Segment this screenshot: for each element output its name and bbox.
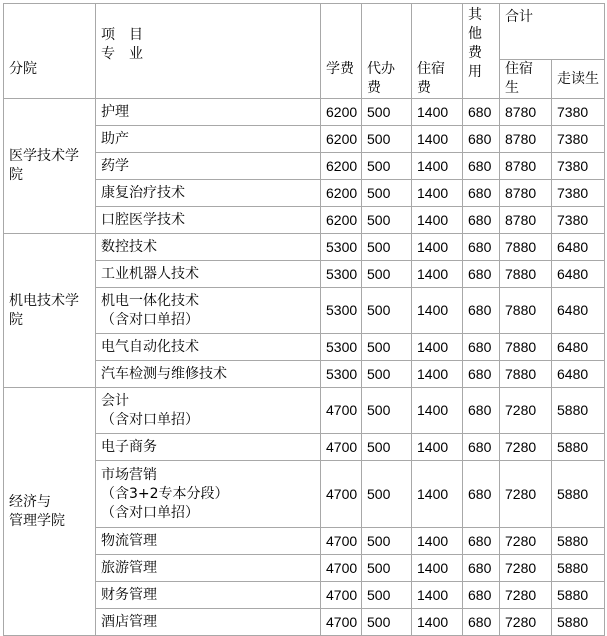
dorm-cell: 1400: [412, 334, 463, 361]
agency-cell: 500: [362, 361, 412, 388]
other-fee-cell: 680: [463, 461, 500, 528]
dorm-cell: 1400: [412, 99, 463, 126]
other-fee-cell: 680: [463, 234, 500, 261]
dorm-cell: 1400: [412, 609, 463, 636]
college-cell: 医学技术学 院: [4, 99, 96, 234]
total-day-cell: 7380: [552, 126, 605, 153]
dorm-cell: 1400: [412, 207, 463, 234]
other-fee-cell: 680: [463, 582, 500, 609]
total-day-cell: 5880: [552, 388, 605, 434]
tuition-cell: 6200: [321, 180, 362, 207]
major-cell: 工业机器人技术: [96, 261, 321, 288]
header-college-label: 分院: [4, 60, 96, 99]
total-day-cell: 5880: [552, 528, 605, 555]
tuition-cell: 6200: [321, 207, 362, 234]
major-cell: 电气自动化技术: [96, 334, 321, 361]
major-cell: 助产: [96, 126, 321, 153]
header-total-boarder: 住宿 生: [500, 60, 552, 99]
header-agency: [362, 4, 412, 60]
tuition-cell: 5300: [321, 334, 362, 361]
major-cell: 康复治疗技术: [96, 180, 321, 207]
dorm-cell: 1400: [412, 582, 463, 609]
other-fee-cell: 680: [463, 555, 500, 582]
dorm-cell: 1400: [412, 126, 463, 153]
total-day-cell: 7380: [552, 207, 605, 234]
major-cell: 数控技术: [96, 234, 321, 261]
total-boarder-cell: 7280: [500, 434, 552, 461]
total-day-cell: 7380: [552, 153, 605, 180]
total-boarder-cell: 8780: [500, 126, 552, 153]
tuition-cell: 4700: [321, 582, 362, 609]
header-college: [4, 4, 96, 60]
total-day-cell: 5880: [552, 555, 605, 582]
other-fee-cell: 680: [463, 609, 500, 636]
total-day-cell: 6480: [552, 261, 605, 288]
dorm-cell: 1400: [412, 434, 463, 461]
tuition-cell: 4700: [321, 434, 362, 461]
header-item-line1: 项 目: [101, 26, 143, 43]
header-dorm: [412, 4, 463, 60]
total-boarder-cell: 7880: [500, 334, 552, 361]
dorm-cell: 1400: [412, 388, 463, 434]
total-boarder-cell: 7880: [500, 261, 552, 288]
total-day-cell: 6480: [552, 334, 605, 361]
agency-cell: 500: [362, 609, 412, 636]
agency-cell: 500: [362, 582, 412, 609]
agency-cell: 500: [362, 261, 412, 288]
total-boarder-cell: 7880: [500, 361, 552, 388]
dorm-cell: 1400: [412, 528, 463, 555]
major-cell: 会计 （含对口单招）: [96, 388, 321, 434]
major-cell: 酒店管理: [96, 609, 321, 636]
major-cell: 护理: [96, 99, 321, 126]
agency-cell: 500: [362, 388, 412, 434]
college-cell: 机电技术学 院: [4, 234, 96, 388]
total-day-cell: 7380: [552, 180, 605, 207]
agency-cell: 500: [362, 528, 412, 555]
other-fee-cell: 680: [463, 153, 500, 180]
dorm-cell: 1400: [412, 555, 463, 582]
total-boarder-cell: 8780: [500, 99, 552, 126]
agency-cell: 500: [362, 234, 412, 261]
total-boarder-cell: 7280: [500, 528, 552, 555]
dorm-cell: 1400: [412, 288, 463, 334]
dorm-cell: 1400: [412, 234, 463, 261]
header-total: 合计: [500, 4, 605, 60]
tuition-cell: 5300: [321, 288, 362, 334]
header-total-day: 走读生: [552, 60, 605, 99]
tuition-cell: 4700: [321, 609, 362, 636]
header-dorm-label: 住宿 费: [412, 60, 463, 99]
total-day-cell: 6480: [552, 361, 605, 388]
major-cell: 市场营销 （含3+2专本分段） （含对口单招）: [96, 461, 321, 528]
major-cell: 口腔医学技术: [96, 207, 321, 234]
fee-table-body: [4, 99, 605, 636]
major-cell: 机电一体化技术 （含对口单招）: [96, 288, 321, 334]
tuition-cell: 6200: [321, 153, 362, 180]
agency-cell: 500: [362, 180, 412, 207]
total-day-cell: 5880: [552, 461, 605, 528]
tuition-cell: 6200: [321, 99, 362, 126]
total-day-cell: 5880: [552, 434, 605, 461]
agency-cell: 500: [362, 555, 412, 582]
agency-cell: 500: [362, 434, 412, 461]
tuition-cell: 5300: [321, 234, 362, 261]
total-day-cell: 6480: [552, 288, 605, 334]
dorm-cell: 1400: [412, 180, 463, 207]
college-cell: 经济与 管理学院: [4, 388, 96, 636]
header-other: 其 他 费 用: [463, 4, 500, 99]
agency-cell: 500: [362, 207, 412, 234]
total-boarder-cell: 7280: [500, 582, 552, 609]
total-boarder-cell: 7280: [500, 461, 552, 528]
table-row: [4, 99, 605, 126]
total-day-cell: 5880: [552, 609, 605, 636]
agency-cell: 500: [362, 153, 412, 180]
table-row: [4, 388, 605, 434]
header-agency-label: 代办 费: [362, 60, 412, 99]
other-fee-cell: 680: [463, 334, 500, 361]
major-cell: 电子商务: [96, 434, 321, 461]
agency-cell: 500: [362, 288, 412, 334]
tuition-cell: 4700: [321, 528, 362, 555]
major-cell: 药学: [96, 153, 321, 180]
tuition-cell: 4700: [321, 388, 362, 434]
dorm-cell: 1400: [412, 153, 463, 180]
total-boarder-cell: 7880: [500, 288, 552, 334]
dorm-cell: 1400: [412, 361, 463, 388]
total-day-cell: 6480: [552, 234, 605, 261]
total-boarder-cell: 7280: [500, 609, 552, 636]
other-fee-cell: 680: [463, 126, 500, 153]
tuition-cell: 5300: [321, 361, 362, 388]
agency-cell: 500: [362, 126, 412, 153]
fee-table: [3, 3, 605, 636]
other-fee-cell: 680: [463, 207, 500, 234]
tuition-cell: 6200: [321, 126, 362, 153]
total-boarder-cell: 7880: [500, 234, 552, 261]
other-fee-cell: 680: [463, 180, 500, 207]
major-cell: 物流管理: [96, 528, 321, 555]
dorm-cell: 1400: [412, 461, 463, 528]
tuition-cell: 5300: [321, 261, 362, 288]
other-fee-cell: 680: [463, 528, 500, 555]
total-day-cell: 7380: [552, 99, 605, 126]
other-fee-cell: 680: [463, 434, 500, 461]
dorm-cell: 1400: [412, 261, 463, 288]
agency-cell: 500: [362, 461, 412, 528]
other-fee-cell: 680: [463, 388, 500, 434]
other-fee-cell: 680: [463, 99, 500, 126]
total-boarder-cell: 7280: [500, 388, 552, 434]
total-boarder-cell: 8780: [500, 207, 552, 234]
header-tuition: [321, 4, 362, 60]
total-day-cell: 5880: [552, 582, 605, 609]
tuition-cell: 4700: [321, 555, 362, 582]
other-fee-cell: 680: [463, 288, 500, 334]
agency-cell: 500: [362, 334, 412, 361]
header-item-label: [96, 26, 321, 99]
major-cell: 汽车检测与维修技术: [96, 361, 321, 388]
major-cell: 旅游管理: [96, 555, 321, 582]
total-boarder-cell: 7280: [500, 555, 552, 582]
other-fee-cell: 680: [463, 361, 500, 388]
header-tuition-label: 学费: [321, 60, 362, 99]
header-item-line2: 专 业: [101, 45, 143, 62]
agency-cell: 500: [362, 99, 412, 126]
total-boarder-cell: 8780: [500, 153, 552, 180]
tuition-cell: 4700: [321, 461, 362, 528]
major-cell: 财务管理: [96, 582, 321, 609]
total-boarder-cell: 8780: [500, 180, 552, 207]
table-row: [4, 234, 605, 261]
other-fee-cell: 680: [463, 261, 500, 288]
